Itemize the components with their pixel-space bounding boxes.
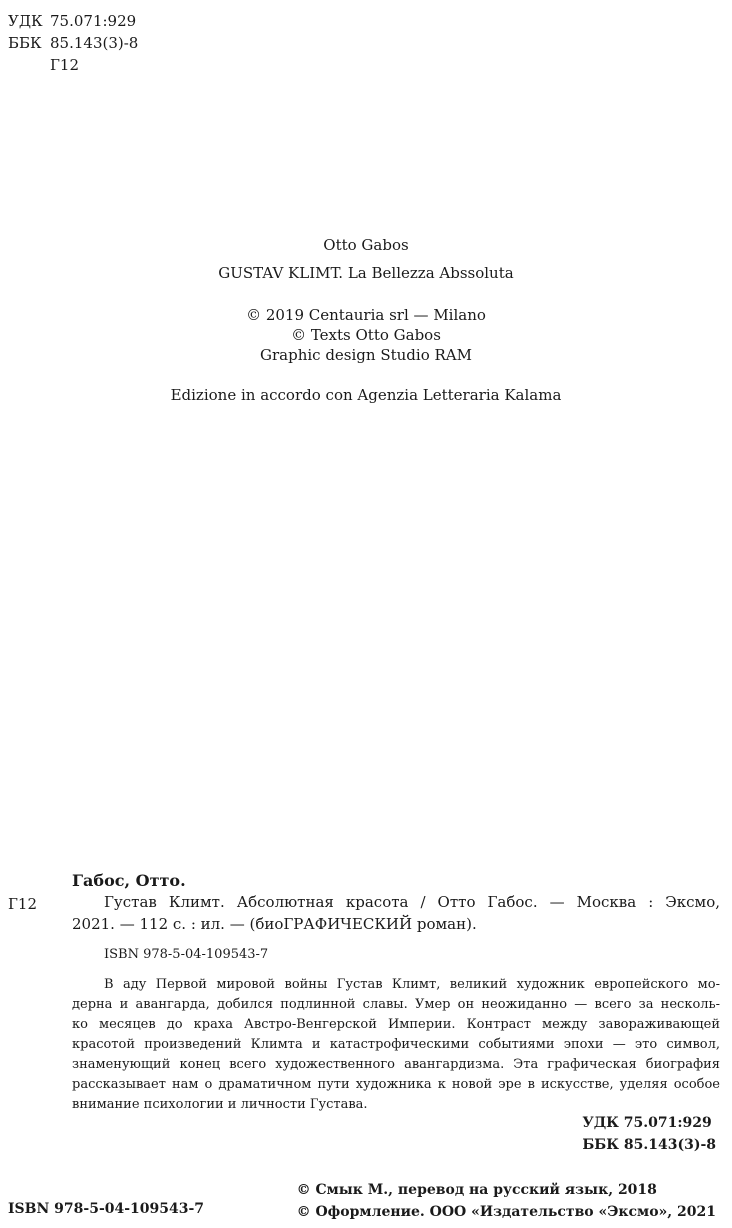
bottom-bbk-code: ББК 85.143(3)-8 — [582, 1137, 716, 1153]
udk-code-row — [8, 10, 138, 32]
abstract-line: рассказывает нам о драматичном пути художника к новой эре в искусстве, уделяя особое — [72, 1077, 720, 1092]
catalog-author-mark: Г12 — [8, 895, 38, 913]
original-author: Otto Gabos — [323, 236, 409, 254]
abstract-paragraph — [72, 975, 720, 1115]
original-copyright-texts: © Texts Otto Gabos — [291, 326, 441, 344]
copyright-translation: © Смык М., перевод на русский язык, 2018 — [296, 1182, 657, 1198]
footer-copyrights — [297, 1179, 716, 1223]
abstract-line: красотой произведений Климта и катастрофическими событиями эпохи — это символ, — [72, 1037, 720, 1052]
bottom-udk-code: УДК 75.071:929 — [582, 1115, 712, 1131]
bbk-label: ББК — [8, 34, 42, 52]
abstract-line: В аду Первой мировой войны Густав Климт, великий художник европейского мо- — [104, 977, 720, 992]
bbk-code-row — [8, 32, 138, 54]
original-copyright-publisher: © 2019 Centauria srl — Milano — [246, 306, 486, 324]
abstract-line: дерна и авангарда, добился подлинной славы. Умер он неожиданно — всего за несколь- — [72, 997, 720, 1012]
author-mark: Г12 — [50, 56, 80, 74]
catalog-description-line: Густав Климт. Абсолютная красота / Отто Габос. — Москва : Эксмо, — [104, 893, 720, 911]
author-mark-row — [8, 54, 138, 76]
catalog-isbn: ISBN 978-5-04-109543-7 — [104, 947, 269, 962]
udk-label: УДК — [8, 12, 43, 30]
catalog-heading: Габос, Отто. — [72, 871, 186, 890]
abstract-line: внимание психологии и личности Густава. — [72, 1097, 368, 1112]
bottom-classification-codes — [582, 1112, 716, 1156]
original-design-credit: Graphic design Studio RAM — [260, 346, 472, 364]
udk-value: 75.071:929 — [50, 12, 137, 30]
abstract-line: знаменующий конец всего художественного авангардизма. Эта графическая биография — [72, 1057, 720, 1072]
catalog-description — [72, 891, 720, 935]
original-title: GUSTAV KLIMT. La Bellezza Abssoluta — [218, 264, 514, 282]
footer-isbn: ISBN 978-5-04-109543-7 — [8, 1201, 205, 1217]
abstract-line: ко месяцев до краха Австро-Венгерской Империи. Контраст между завораживающей — [72, 1017, 720, 1032]
catalog-description-line: 2021. — 112 с. : ил. — (биоГРАФИЧЕСКИЙ роман). — [72, 915, 477, 933]
bbk-value: 85.143(3)-8 — [50, 34, 139, 52]
copyright-design: © Оформление. ООО «Издательство «Эксмо», 2021 — [296, 1204, 716, 1220]
edition-note: Edizione in accordo con Agenzia Letteraria Kalama — [170, 386, 562, 404]
top-classification-codes — [8, 10, 138, 76]
